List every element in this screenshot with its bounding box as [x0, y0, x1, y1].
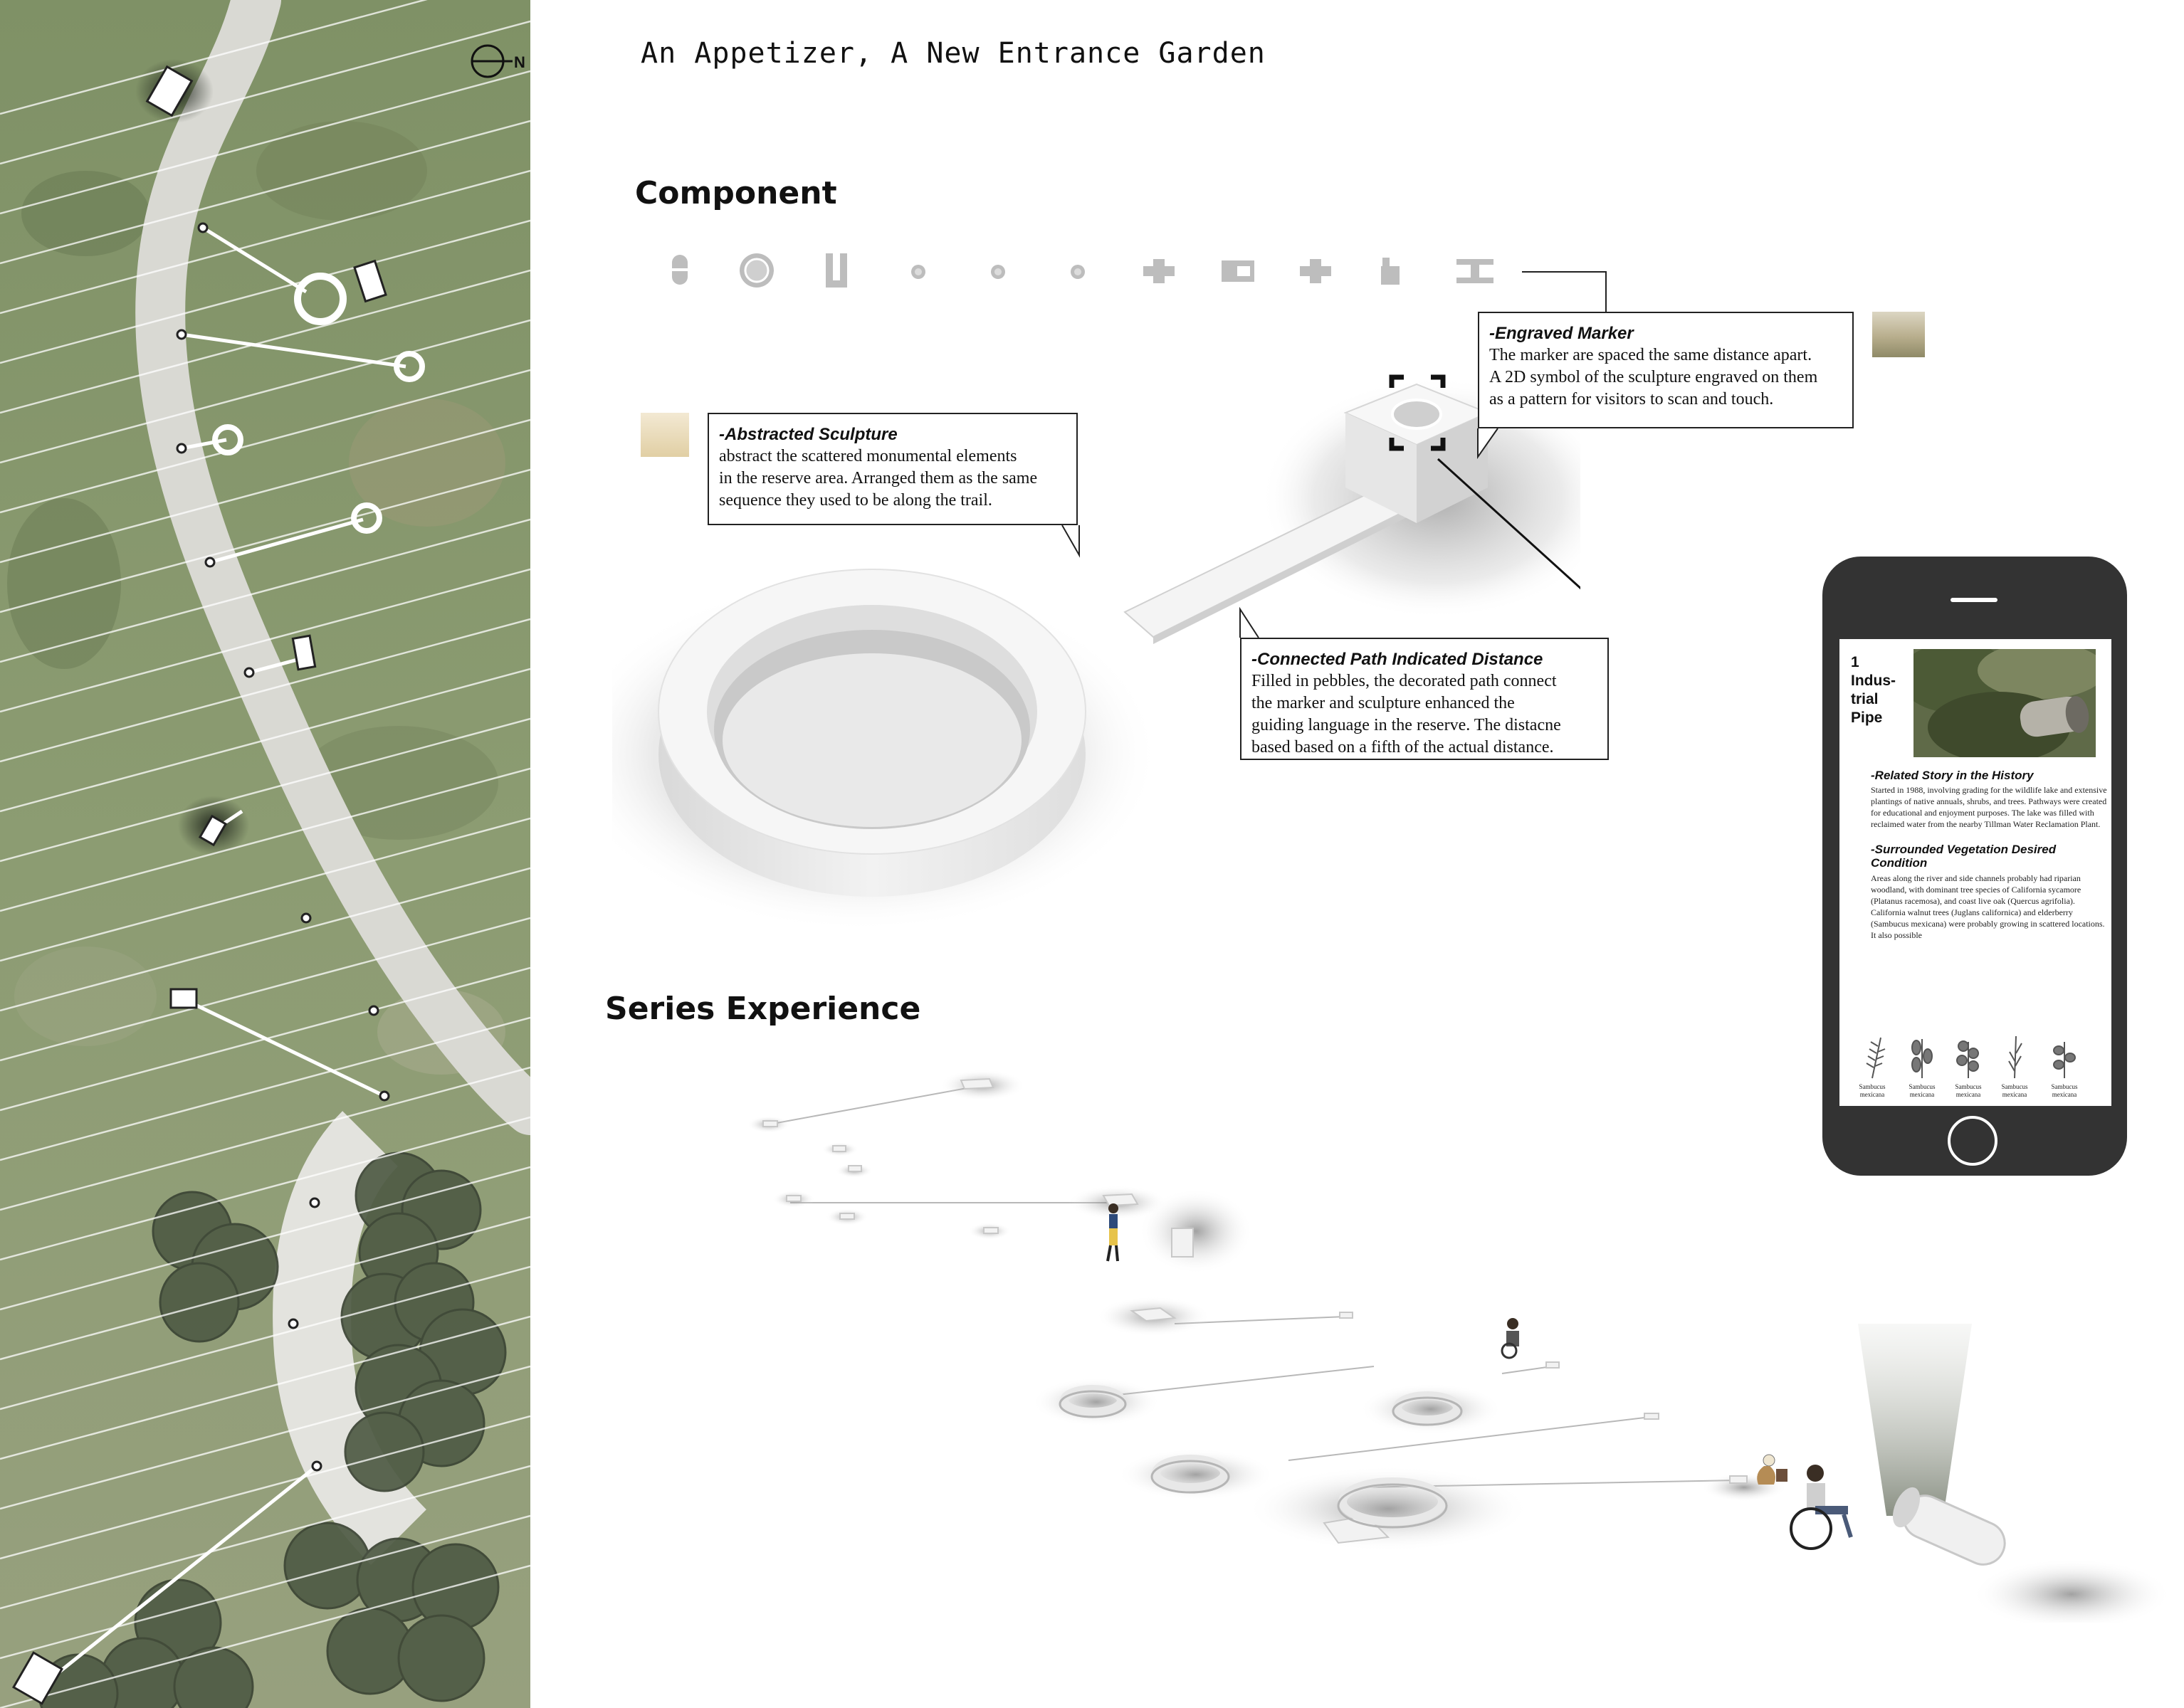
vegetation-heading: -Surrounded Vegetation Desired Condition [1871, 843, 2057, 870]
phone-item-title: 1 Indus- trial Pipe [1851, 654, 1896, 726]
dot-icon [1071, 265, 1085, 279]
slab-icon [1222, 260, 1254, 282]
step-block-icon [1381, 258, 1400, 285]
cross-block-icon [1300, 259, 1331, 283]
industrial-pipe-model [1887, 1483, 2012, 1571]
plant-label: Sambucus mexicana [1955, 1083, 1982, 1098]
engraved-marker-callout [1478, 312, 1854, 428]
callout-line: sequence they used to be along the trail. [719, 491, 992, 510]
plant-label: Sambucus mexicana [1859, 1083, 1886, 1098]
callout-line: in the reserve area. Arranged them as the same [719, 469, 1038, 487]
pill-icon [672, 255, 688, 285]
page-title: An Appetizer, A New Entrance Garden [641, 37, 1266, 70]
plant-label: Sambucus mexicana [2001, 1083, 2028, 1098]
wheelchair-visitor-figure [1791, 1465, 1851, 1549]
component-section-title: Component [635, 175, 837, 211]
abstracted-sculpture-callout [708, 413, 1078, 525]
connected-path-callout [1240, 638, 1609, 760]
callout-pointer [1061, 524, 1082, 559]
callout-title: -Abstracted Sculpture [719, 425, 898, 444]
history-text: Started in 1988, involving grading for the wildlife lake and extensive plantings of native annuals, shrubs, and trees. Pathways were created for educational and enjoyment purposes. The lake was filled with reclaimed water from the nearby Tillman Water Reclamation Plant. [1871, 785, 2107, 829]
callout-line: abstract the scattered monumental elements [719, 447, 1017, 465]
callout-line: guiding language in the reserve. The distacne [1251, 716, 1561, 734]
callout-pointer [1474, 427, 1502, 460]
callout-line: as a pattern for visitors to scan and touch. [1489, 390, 1774, 408]
callout-line: based based on a fifth of the actual distance. [1251, 738, 1554, 757]
crouching-visitor-figure [1757, 1455, 1787, 1485]
component-icon-row [655, 249, 1538, 292]
ring-icon [740, 253, 774, 288]
vegetation-text: Areas along the river and side channels probably had riparian woodland, with dominant tree species of California sycamore (Platanus racemosa), and coast live oak (Quercus agrifolia). California walnut trees (Juglans californica) and elderberry (Sambucus mexicana) were probably growing in scattered locations. It also possible [1871, 873, 2105, 940]
series-experience-scene [747, 1053, 2171, 1623]
u-frame-icon [826, 253, 847, 288]
cross-block-icon [1143, 259, 1175, 283]
industrial-pipe-photo [1913, 649, 2096, 757]
sculpture-texture-swatch [641, 413, 689, 457]
aerial-site-plan [0, 0, 530, 1708]
callout-title: -Connected Path Indicated Distance [1251, 650, 1543, 669]
callout-line: The marker are spaced the same distance apart. [1489, 346, 1812, 364]
plant-label: Sambucus mexicana [2051, 1083, 2078, 1098]
phone-speaker [1951, 598, 1997, 602]
callout-line: the marker and sculpture enhanced the [1251, 694, 1515, 712]
callout-title: -Engraved Marker [1489, 324, 1634, 343]
callout-line: A 2D symbol of the sculpture engraved on them [1489, 368, 1818, 386]
wheelchair-user-figure [1502, 1318, 1519, 1358]
i-beam-icon [1456, 259, 1493, 283]
svg-text:N: N [514, 53, 525, 71]
callout-line: Filled in pebbles, the decorated path connect [1251, 672, 1557, 690]
plant-label: Sambucus mexicana [1909, 1083, 1936, 1098]
callout-pointer [1232, 606, 1260, 639]
marker-texture-swatch [1872, 312, 1925, 357]
dot-icon [911, 265, 925, 279]
aerial-map-graphic [0, 0, 530, 1708]
history-heading: -Related Story in the History [1871, 769, 2034, 782]
series-experience-title: Series Experience [605, 991, 921, 1027]
dot-icon [991, 265, 1005, 279]
